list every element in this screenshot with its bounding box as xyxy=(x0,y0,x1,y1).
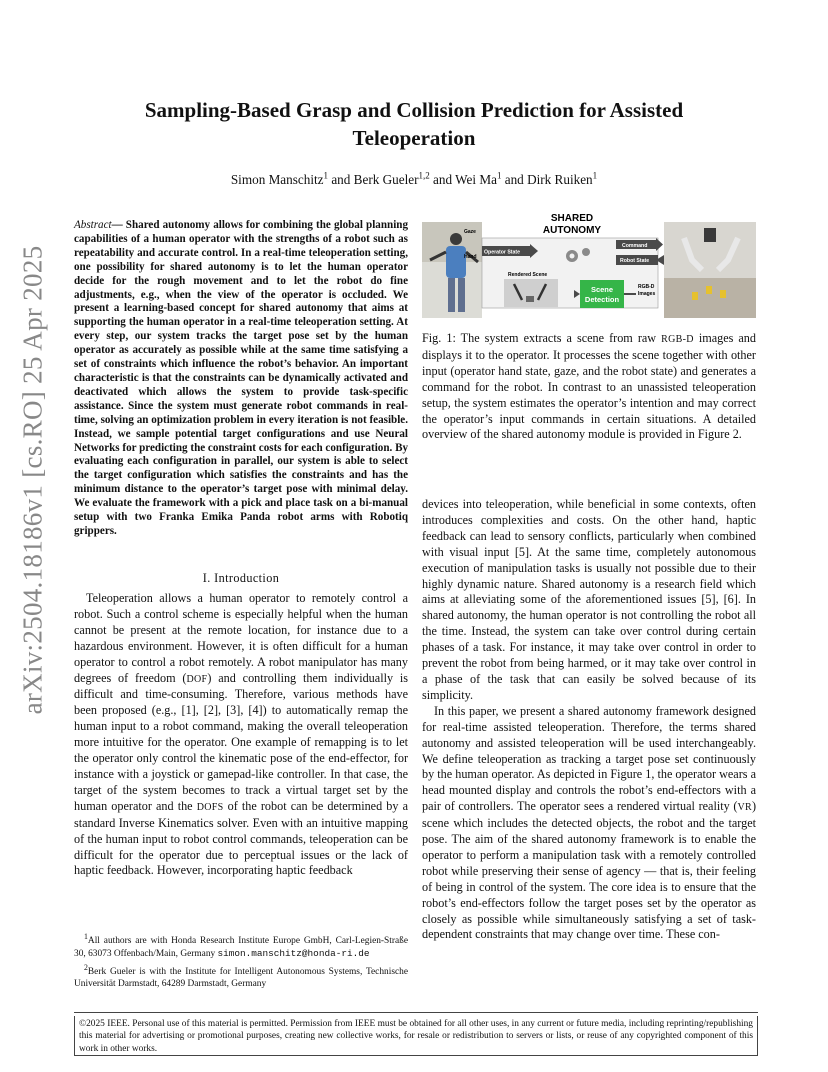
shared-autonomy-heading: SHARED xyxy=(550,213,594,224)
figure-1 xyxy=(422,208,756,326)
gaze-label: Gaze xyxy=(464,229,476,235)
author: Berk Gueler$^{1,2}$ and xyxy=(353,171,456,188)
svg-text:Command: Command xyxy=(622,243,648,249)
robot-state-arrow xyxy=(616,255,664,265)
abstract-text: — Shared autonomy allows for combining the global planning capabilities of a human operator with the strengths of a robot such as repeatability and accurate control. In a real-time teleoperation setting, one possibility for shared autonomy is to let the human operator decide for the rough movement and to let the robot do fine adjustments, e.g., when the view of the operator is occluded. We present a learning-based concept for shared autonomy that aims at supporting the human operator in a real-time teleoperation setting. At every step, our system tracks the target pose set by the human operator as accurately as possible while at the same time satisfying a set of constraints which influence the robot’s behavior. An important characteristic is that the constraints can be dynamically activated and deactivated which allows the system to provide task-specific assistance. Since the system must generate robot commands in real-time, solving an optimization problem in every iteration is not feasible. Instead, we sample potential target configurations and use Neural Networks for predicting the constraint costs for each configuration. By evaluating each configuration in parallel, our system is able to select the target configuration which satisfies the constraints and has the minimum distance to the operator’s target pose with minimal delay. We evaluate the framework with a pick and place task on a bi-manual setup with two Franka Emika Panda robot arms with Robotiq grippers. xyxy=(74,219,409,537)
gear-icon xyxy=(582,248,590,256)
author: Dirk Ruiken$^1$ xyxy=(527,171,598,188)
author: Simon Manschitz$^1$ and xyxy=(230,171,354,188)
right-column-text: devices into teleoperation, while beneficial in some contexts, often introduces complexities and costs. On the other hand, haptic feedback can lead to sensory conflicts, particularly when combined with visual input [5]. At the same time, completely autonomous execution of manipulation tasks is usually not possible due to their highly dynamic nature. Shared autonomy is a research field which aims at alleviating some of the aforementioned issues [5], [6]. In shared autonomy, the human operator is not controlling the robot all the time. Instead, the system can take over control during certain phases of a task. For instance, it may take over control in order to prevent the robot from being harmed, or it may take over control in a phase of the task that can easily be solved because of its simplicity. In this paper, we present a shared autonomy framework designed for real-time assisted teleoperation. Therefore, the terms shared autonomy and assisted teleoperation will be used interchangeably. We define teleoperation as tracking a target pose set continuously by the human operator. As depicted in Figure 1, the operator wears a head mounted display and controls the robot’s end-effectors with a pair of controllers. The operator sees a rendered virtual reality (VR) scene which includes the detected objects, the robot and the target pose. The aim of the shared autonomy framework is to enable the operator to perform a manipulation task with a remotely controlled robot while preserving their sense of agency — that is, their feeling of being in control of the system. The core idea is to ensure that the robot’s end-effectors follow the target poses set by the operator as closely as possible while simultaneously satisfying a set of task-dependent constraints that may change over time. These con- xyxy=(422,497,756,942)
svg-text:Robot State: Robot State xyxy=(620,258,650,264)
arxiv-identifier: arXiv:2504.18186v1 [cs.RO] 25 Apr 2025 xyxy=(17,245,48,715)
robot-photo xyxy=(664,222,756,318)
scene-detection-box xyxy=(580,280,624,308)
rgbd-label: Images xyxy=(638,291,656,297)
rgbd-label: RGB-D xyxy=(638,284,655,290)
abstract xyxy=(74,219,408,539)
copyright-divider xyxy=(74,1012,758,1013)
operator-state-arrow xyxy=(482,244,538,258)
svg-text:Detection: Detection xyxy=(584,295,620,304)
operator-photo xyxy=(422,222,482,318)
footnote-2: $^2$Berk Gueler is with the Institute for Intelligent Autonomous Systems, Technische Universität Darmstadt, 64289 Darmstadt, Germany xyxy=(74,962,408,990)
rendered-scene-label: Rendered Scene xyxy=(508,272,548,278)
footnote-1: $^1$All authors are with Honda Research Institute Europe GmbH, Carl-Legien-Straße 30, 63073 Offenbach/Main, Germany simon.manschitz@honda-ri.de xyxy=(74,932,408,959)
svg-text:Scene: Scene xyxy=(590,285,614,294)
svg-text:Operator State: Operator State xyxy=(484,249,521,256)
abstract-label: Abstract xyxy=(74,219,112,231)
email-address: simon.manschitz@honda-ri.de xyxy=(217,947,370,959)
introduction-text: Teleoperation allows a human operator to remotely control a robot. Such a control scheme is especially helpful when the human cannot be present at the remote location, for instance due to a hazardous environment. However, it is often difficult for a human operator to control a robot remotely. A robot manipulator has many degrees of freedom (DOF) and controlling them individually is difficult and time-consuming. Therefore, various methods have been proposed (e.g., [1], [2], [3], [4]) to automatically remap the human input to a robot command, making the overall teleoperation more intuitive for the operator. One example of remapping is to let the operator only control the kinematic pose of the end-effector, for instance with a joystick or gamepad-like controller. In that case, the target of the system becomes to track a virtual target set by the human operator and the DOFS of the robot can be determined by a standard Inverse Kinematics solver. Even with an intuitive mapping of the human input to robot control commands, teleoperation can be difficult for the operator due to perceptual issues or the lack of haptic feedback. However, incorporating haptic feedback xyxy=(74,591,408,878)
figure-1-caption: Fig. 1: The system extracts a scene from raw RGB-D images and displays it to the operator. It processes the scene together with other input (operator hand state, gaze, and the robot state) and generates a command for the robot. In contrast to an unassisted teleoperation setup, the system estimates the operator’s intention and may correct the operator’s input commands in certain situations. A detailed overview of the shared autonomy module is provided in Figure 2. xyxy=(422,331,756,442)
footnotes xyxy=(74,931,408,993)
paper-title: Sampling-Based Grasp and Collision Prediction for Assisted Teleoperation xyxy=(144,98,684,150)
hand-label: Hand xyxy=(464,254,477,260)
author: Wei Ma$^1$ and xyxy=(455,171,528,188)
section-heading-introduction: I. Introduction xyxy=(202,571,280,585)
shared-autonomy-heading: AUTONOMY xyxy=(542,225,602,236)
copyright-notice: ©2025 IEEE. Personal use of this material is permitted. Permission from IEEE must be obtained for all other uses, in any current or future media, including reprinting/republishing this material for advertising or promotional purposes, creating new collective works, for resale or redistribution to servers or lists, or reuse of any copyrighted component of this work in other works. xyxy=(74,1016,758,1056)
author-list xyxy=(100,171,728,188)
rendered-scene-image xyxy=(504,279,558,307)
